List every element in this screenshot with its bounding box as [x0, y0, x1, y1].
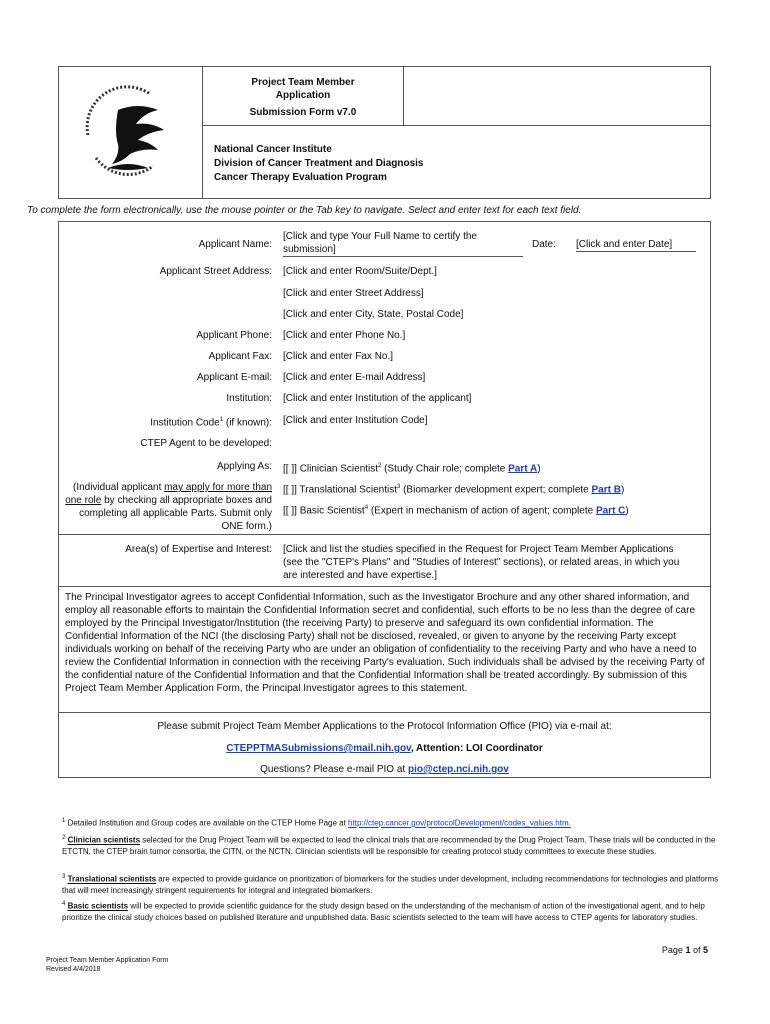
institution-code-label: Institution Code$^1$ (if known): — [150, 417, 272, 429]
confidentiality-statement: The Principal Investigator agrees to accept Confidential Information, such as the Investigator Brochure and any other shared information, and employ all reasonable efforts to maintain the Confidential Information secret and confidential, such efforts to be no less than the degree of care employed by the Principal Investigator/Institution (the receiving Party) to preserve and safeguard its own confidential information. The Confidential Information of the NCI (the disclosing Party) shall not be disclosed, revealed, or given to anyone by the receiving Party except individuals working on behalf of the receiving Party who are under an obligation of confidentiality to the receiving Party and who have a need to review the Confidential Information in connection with the receiving Party's evaluation. Such individuals shall be advised by the receiving Party of the confidential nature of the Confidential Information and that the Confidential Information shall be treated accordingly. By submission of this Project Team Member Application Form, the Principal Investigator agrees to this statement. — [65, 592, 705, 694]
page-number: Page 1 of 5 — [661, 945, 708, 955]
fax-label: Applicant Fax: — [208, 351, 272, 362]
footnote-4: $^4$ Basic scientists will be expected to provide scientific guidance for the study design based on the understanding of the mechanism of action of the investigational agent, and to help prioritize the clinical study choices based on published literature and unpublished data. Basic scientists selected to the team will have access to CTEP agents for laboratory studies. — [62, 901, 705, 922]
submission-email-link[interactable]: CTEPPTMASubmissions@mail.nih.gov — [226, 743, 411, 754]
codes-values-link[interactable]: http://ctep.cancer.gov/protocolDevelopment/codes_values.htm. — [348, 818, 571, 828]
form-version: Submission Form v7.0 — [249, 107, 357, 118]
date-field[interactable]: [Click and enter Date] — [576, 238, 696, 252]
instructions: To complete the form electronically, use the mouse pointer or the Tab key to navigate. Select and enter text for each text field. — [27, 205, 582, 216]
org-dctd: Division of Cancer Treatment and Diagnosis — [214, 158, 424, 169]
footnote-1: $^1$ Detailed Institution and Group codes are available on the CTEP Home Page at http://ctep.cancer.gov/protocolDevelopment/codes_values.htm. — [62, 818, 571, 828]
part-c-link[interactable]: Part C — [595, 505, 626, 517]
form-title-line2: Application — [275, 90, 331, 101]
role-translational-checkbox[interactable]: [[ ]] Translational Scientist$^3$ (Biomarker development expert; complete Part B) — [283, 484, 625, 496]
expertise-field[interactable]: [Click and list the studies specified in the Request for Project Team Member Applications (see the "CTEP's Plans" and "Studies of Interest" sections), or related areas, in which you are interested and have expertise.] — [283, 544, 680, 581]
applicant-name-label: Applicant Name: — [198, 239, 272, 250]
applicant-name-field[interactable]: [Click and type Your Full Name to certify the submission] — [283, 230, 523, 257]
footnote-3: $^3$ Translational scientists are expected to provide guidance on prioritization of biomarkers for the studies under development, including recommendations for technologies and platforms that will meet increasingly stringent requirements for integral and integrated biomarkers. — [62, 874, 719, 895]
part-b-link[interactable]: Part B — [591, 484, 621, 496]
org-ctep: Cancer Therapy Evaluation Program — [214, 172, 387, 183]
institution-code-field[interactable]: [Click and enter Institution Code] — [283, 415, 428, 426]
institution-field[interactable]: [Click and enter Institution of the applicant] — [283, 393, 472, 404]
submit-email-line: CTEPPTMASubmissions@mail.nih.gov, Attention: LOI Coordinator — [226, 743, 543, 754]
submit-instructions: Please submit Project Team Member Applications to the Protocol Information Office (PIO) via e-mail at: — [157, 721, 612, 732]
expertise-label: Area(s) of Expertise and Interest: — [125, 544, 272, 555]
email-field[interactable]: [Click and enter E-mail Address] — [283, 372, 426, 383]
address-room-field[interactable]: [Click and enter Room/Suite/Dept.] — [283, 266, 437, 277]
email-label: Applicant E-mail: — [196, 372, 272, 383]
footnote-2: $^2$ Clinician scientists selected for the Drug Project Team will be expected to lead the clinical trials that are recommended by the Drug Project Team. These trials will be conducted in the ETCTN, the CTEP brain tumor consortia, the CITN, or the NCTN. Clinician scientists will be responsible for creating protocol study committees to execute these studies. — [62, 835, 716, 856]
fax-field[interactable]: [Click and enter Fax No.] — [283, 351, 394, 362]
address-street-field[interactable]: [Click and enter Street Address] — [283, 288, 424, 299]
footer-revised: Revised 4/4/2018 — [46, 966, 101, 973]
agent-label: CTEP Agent to be developed: — [140, 438, 272, 449]
phone-label: Applicant Phone: — [196, 330, 272, 341]
role-clinician-checkbox[interactable]: [[ ]] Clinician Scientist$^2$ (Study Chair role; complete Part A) — [283, 463, 541, 475]
hhs-seal-logo — [78, 80, 178, 180]
date-label: Date: — [532, 239, 556, 250]
questions-line: Questions? Please e-mail PIO at pio@ctep.nci.nih.gov — [260, 764, 509, 775]
address-label: Applicant Street Address: — [159, 266, 272, 277]
part-a-link[interactable]: Part A — [508, 463, 538, 475]
org-nci: National Cancer Institute — [214, 144, 332, 155]
form-title-line1: Project Team Member — [251, 77, 355, 88]
role-basic-checkbox[interactable]: [[ ]] Basic Scientist$^4$ (Expert in mechanism of action of agent; complete Part C) — [283, 505, 629, 517]
pio-email-link[interactable]: pio@ctep.nci.nih.gov — [407, 764, 509, 775]
applying-note: (Individual applicant may apply for more than one role by checking all appropriate boxes and completing all applicable Parts. Submit only ONE form.) — [65, 482, 272, 532]
applying-label: Applying As: — [216, 461, 272, 472]
phone-field[interactable]: [Click and enter Phone No.] — [283, 330, 406, 341]
institution-label: Institution: — [226, 393, 272, 404]
address-city-field[interactable]: [Click and enter City, State, Postal Code] — [283, 309, 464, 320]
footer-form-name: Project Team Member Application Form — [46, 957, 169, 964]
